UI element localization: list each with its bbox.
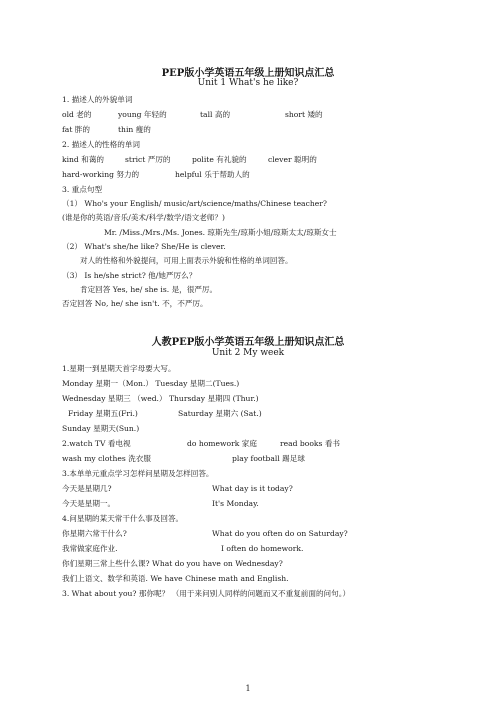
phrase-watch-tv: 2.watch TV 看电视 [62,439,131,448]
section1-unit-heading: Unit 1 What's he like? [197,78,299,88]
word-kind: kind 和蔼的 [62,155,104,164]
word-tall: tall 高的 [200,110,231,119]
weekday-note: 1.星期一到星期天首字母要大写。 [62,364,176,373]
key-point-4: 4.问星期的某天常干什么事及回答。 [62,514,184,523]
section2-title: 人教PEP版小学英语五年级上册知识点汇总 [151,337,345,348]
heading-appearance-words: 1. 描述人的外貌单词 [62,95,133,104]
word-young: young 年轻的 [118,110,167,119]
word-short: short 矮的 [285,110,323,119]
word-thin: thin 瘦的 [118,125,151,134]
heading-personality-words: 2. 描述人的性格的单词 [62,140,141,149]
page-number: 1 [245,684,251,693]
question-day-en: What day is it today? [212,484,293,493]
sentence-3-positive: 肯定回答 Yes, he/ she is. 是，很严厉。 [80,285,218,294]
answer-homework-en: I often do homework. [221,544,304,553]
phrase-play-football: play football 踢足球 [232,454,305,463]
word-helpful: helpful 乐于帮助人的 [175,170,250,179]
word-old: old 老的 [62,110,92,119]
word-fat: fat 胖的 [62,125,90,134]
answer-wednesday: 我们上语文、数学和英语. We have Chinese math and English. [62,574,289,583]
question-wednesday: 你们星期三常上些什么课? What do you have on Wednesday? [62,559,283,568]
sentence-2: （2） What's she/he like? She/He is clever. [62,242,226,251]
sentence-3: （3） Is he/she strict? 他/她严厉么？ [62,271,197,280]
weekday-saturday: Saturday 星期六 (Sat.) [178,409,262,418]
sentence-1: （1） Who's your English/ music/art/science/maths/Chinese teacher? [62,199,327,208]
word-clever: clever 聪明的 [268,155,317,164]
question-saturday-en: What do you often do on Saturday? [212,529,348,538]
what-about-you: 3. What about you? 那你呢？ （用于来问别人同样的问题而又不重复前面的问句。） [62,589,351,598]
section1-title: PEP版小学英语五年级上册知识点汇总 [161,68,335,79]
heading-key-sentences: 3. 重点句型 [62,185,103,194]
sentence-2-note: 对人的性格和外貌提问，可用上面表示外貌和性格的单词回答。 [80,256,293,265]
sentence-1-answer: Mr. /Miss./Mrs./Ms. Jones. 琼斯先生/琼斯小姐/琼斯太太/琼斯女士 [104,228,337,237]
question-day-cn: 今天是星期几? [62,484,112,493]
answer-day-en: It's Monday. [212,499,259,508]
key-point-3: 3.本单单元重点学习怎样问星期及怎样回答。 [62,469,214,478]
answer-day-cn: 今天是星期一。 [62,499,116,508]
section2-unit-heading: Unit 2 My week [211,348,285,358]
word-strict: strict 严厉的 [125,155,171,164]
phrase-wash-clothes: wash my clothes 洗衣服 [62,454,151,463]
phrase-do-homework: do homework 家庭 [187,439,257,448]
weekday-line-2: Wednesday 星期三 （wed.） Thursday 星期四 (Thur.) [62,394,259,403]
answer-homework-cn: 我常做家庭作业. [62,544,118,553]
sentence-3-negative: 否定回答 No, he/ she isn't. 不，不严厉。 [62,299,208,308]
phrase-read-books: read books 看书 [280,439,341,448]
word-hard-working: hard-working 努力的 [62,170,140,179]
question-saturday-cn: 你星期六常干什么? [62,529,127,538]
weekday-friday: Friday 星期五(Fri.) [68,409,138,418]
weekday-line-1: Monday 星期一（Mon.） Tuesday 星期二(Tues.) [62,379,240,388]
word-polite: polite 有礼貌的 [192,155,247,164]
weekday-sunday: Sunday 星期天(Sun.) [62,424,140,433]
sentence-1-translation: (谁是你的英语/音乐/美术/科学/数学/语文老师？) [62,213,225,222]
